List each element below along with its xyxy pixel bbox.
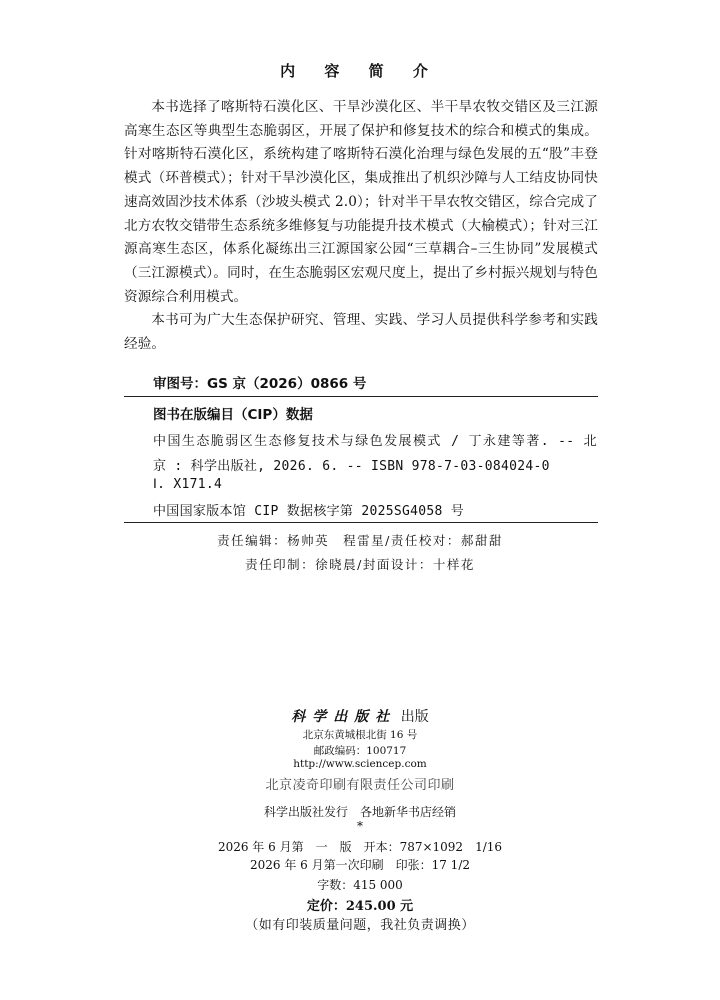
- cip-line-4: 中国国家版本馆 CIP 数据核字第 2025SG4058 号: [153, 504, 465, 519]
- cip-line-1: 中国生态脆弱区生态修复技术与绿色发展模式 / 丁永建等著. -- 北: [153, 434, 597, 449]
- production-credits: 责任印制：徐晓晨/封面设计：十样花: [245, 557, 475, 572]
- quality-notice: （如有印装质量问题，我社负责调换）: [245, 918, 475, 933]
- publisher-suffix: 出版: [400, 709, 429, 725]
- summary-body: [124, 96, 598, 357]
- publisher-logo: 科学出版社: [291, 709, 397, 725]
- printing-line: 2026 年 6 月第一次印刷 印张：17 1/2: [249, 858, 470, 872]
- summary-paragraph-1: 本书选择了喀斯特石漠化区、干旱沙漠化区、半干旱农牧交错区及三江源高寒生态区等典型生态脆弱区，开展了保护和修复技术的综合和模式的集成。针对喀斯特石漠化区，系统构建了喀斯特石漠化治理与绿色发展的五“股”丰登模式（环普模式）；针对干旱沙漠化区，集成推出了机织沙障与人工结皮协同快速高效固沙技术体系（沙坡头模式 2.0）；针对半干旱农牧交错区，综合完成了北方农牧交错带生态系统多维修复与功能提升技术模式（大榆模式）；针对三江源高寒生态区，体系化凝练出三江源国家公园“三草耦合–三生协同”发展模式（三江源模式）。同时，在生态脆弱区宏观尺度上，提出了乡村振兴规划与特色资源综合利用模式。: [124, 99, 598, 305]
- wordcount-line: 字数：415 000: [317, 878, 403, 892]
- top-divider: [124, 396, 598, 397]
- publisher-postcode: 邮政编码：100717: [313, 745, 407, 757]
- price-line: 定价：245.00 元: [306, 899, 414, 914]
- publisher-line: [0, 706, 720, 726]
- publisher-url: http://www.sciencep.com: [293, 758, 427, 770]
- cip-line-3: Ⅰ. X171.4: [153, 477, 223, 492]
- cip-line-2: 京 : 科学出版社, 2026. 6. -- ISBN 978-7-03-084024-0: [153, 459, 550, 474]
- editor-credits: 责任编辑：杨帅英 程雷星/责任校对：郝甜甜: [217, 533, 503, 548]
- bottom-divider: [124, 522, 598, 523]
- map-review-number: 审图号：GS 京（2026）0866 号: [153, 376, 367, 392]
- summary-title: 内 容 简 介: [280, 62, 440, 80]
- edition-line: 2026 年 6 月第 一 版 开本：787×1092 1/16: [217, 840, 503, 854]
- publisher-address: 北京东黄城根北街 16 号: [302, 729, 418, 741]
- separator-star: *: [357, 819, 363, 833]
- summary-paragraph-2: 本书可为广大生态保护研究、管理、实践、学习人员提供科学参考和实践经验。: [124, 312, 598, 353]
- cip-title: 图书在版编目（CIP）数据: [153, 407, 313, 423]
- distribution-line: 科学出版社发行 各地新华书店经销: [263, 805, 456, 819]
- printer-name: 北京凌奇印刷有限责任公司印刷: [265, 778, 455, 793]
